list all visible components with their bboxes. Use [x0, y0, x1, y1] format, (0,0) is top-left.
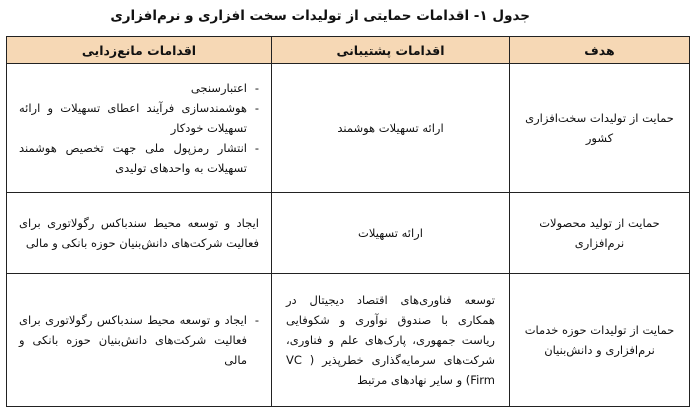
table-caption: جدول ۱- اقدامات حمایتی از تولیدات سخت افزاری و نرم‌افزاری [110, 8, 530, 24]
support-measures-table [6, 36, 690, 407]
header-goal: هدف [510, 37, 690, 64]
barrier-list [19, 310, 259, 370]
barrier-list [19, 78, 259, 178]
barrier-cell [7, 64, 272, 193]
goal-cell: حمایت از تولیدات حوزه خدمات نرم‌افزاری و دانش‌بنیان [510, 274, 690, 407]
support-cell: توسعه فناوری‌های اقتصاد دیجیتال در همکاری با صندوق نوآوری و شکوفایی ریاست جمهوری، پارک‌های علم و فناوری، شرکت‌های سرمایه‌گذاری خطرپذیر ( VC Firm) و سایر نهادهای مرتبط [272, 274, 510, 407]
goal-cell: حمایت از تولیدات سخت‌افزاری کشور [510, 64, 690, 193]
table-row [7, 193, 690, 274]
header-barrier: اقدامات مانع‌زدایی [7, 37, 272, 64]
goal-cell: حمایت از تولید محصولات نرم‌افزاری [510, 193, 690, 274]
list-item: - اعتبارسنجی [19, 78, 259, 98]
table-row [7, 64, 690, 193]
list-item: - هوشمندسازی فرآیند اعطای تسهیلات و ارائه تسهیلات خودکار [19, 98, 259, 138]
support-cell: ارائه تسهیلات [272, 193, 510, 274]
support-cell: ارائه تسهیلات هوشمند [272, 64, 510, 193]
header-support: اقدامات پشتیبانی [272, 37, 510, 64]
barrier-cell [7, 274, 272, 407]
barrier-cell: ایجاد و توسعه محیط سندباکس رگولاتوری برای فعالیت شرکت‌های دانش‌بنیان حوزه بانکی و مالی [7, 193, 272, 274]
list-item: - ایجاد و توسعه محیط سندباکس رگولاتوری برای فعالیت شرکت‌های دانش‌بنیان حوزه بانکی و مالی [19, 310, 259, 370]
list-item: - انتشار رمزپول ملی جهت تخصیص هوشمند تسهیلات به واحدهای تولیدی [19, 138, 259, 178]
table-row [7, 274, 690, 407]
table-header-row [7, 37, 690, 64]
